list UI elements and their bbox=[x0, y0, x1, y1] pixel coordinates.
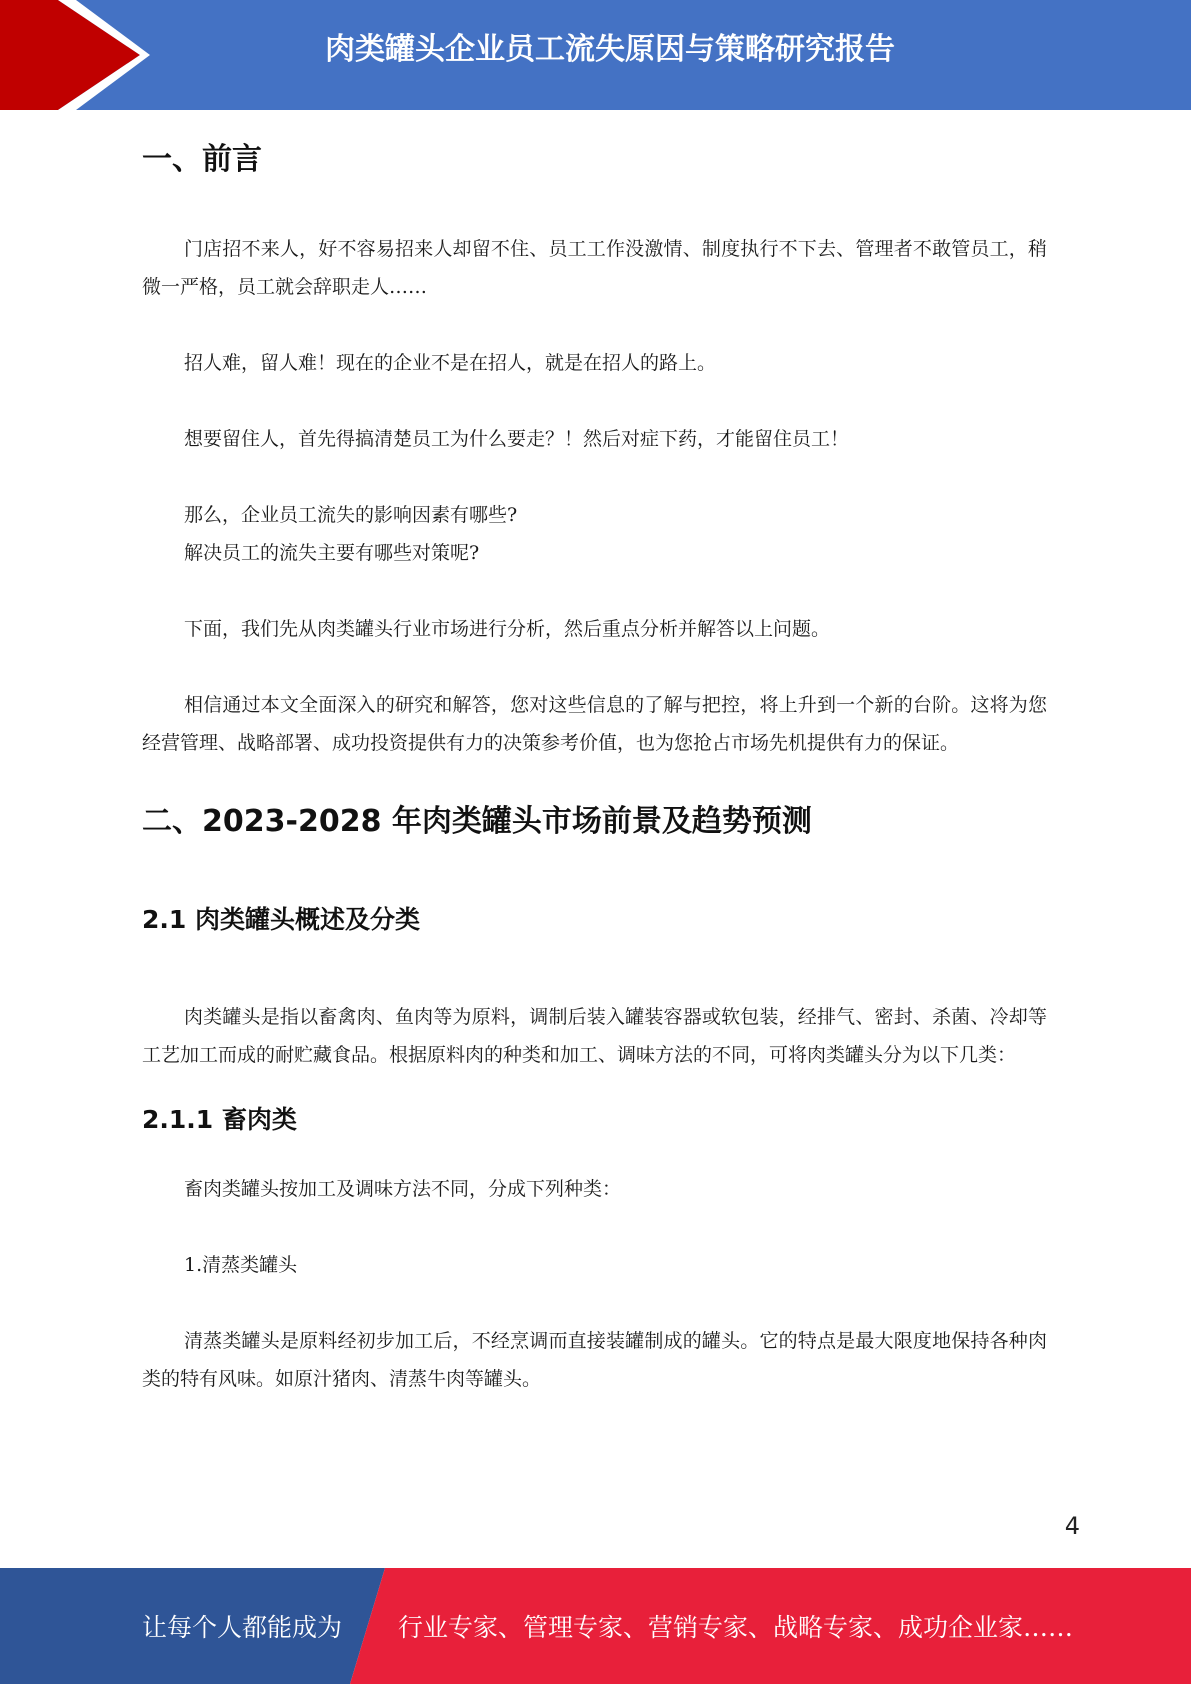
paragraph: 下面，我们先从肉类罐头行业市场进行分析，然后重点分析并解答以上问题。 bbox=[184, 618, 831, 640]
page-header-band bbox=[0, 0, 1191, 110]
paragraph: 畜肉类罐头按加工及调味方法不同，分成下列种类： bbox=[184, 1178, 622, 1200]
paragraph: 解决员工的流失主要有哪些对策呢? bbox=[184, 542, 480, 564]
report-title: 肉类罐头企业员工流失原因与策略研究报告 bbox=[325, 32, 895, 67]
paragraph: 门店招不来人，好不容易招来人却留不住、员工工作没激情、制度执行不下去、管理者不敢管员工，稍微一严格，员工就会辞职走人…… bbox=[142, 238, 1047, 298]
subsection-2-1-1-heading: 2.1.1 畜肉类 bbox=[142, 1105, 297, 1134]
page-number: 4 bbox=[1064, 1512, 1080, 1540]
paragraph: 相信通过本文全面深入的研究和解答，您对这些信息的了解与把控，将上升到一个新的台阶。这将为您经营管理、战略部署、成功投资提供有力的决策参考价值，也为您抢占市场先机提供有力的保证。 bbox=[142, 694, 1047, 754]
page-footer-band bbox=[0, 1568, 1191, 1684]
paragraph: 那么，企业员工流失的影响因素有哪些? bbox=[184, 504, 518, 526]
subsection-2-1-heading: 2.1 肉类罐头概述及分类 bbox=[142, 905, 420, 934]
paragraph: 招人难，留人难！现在的企业不是在招人，就是在招人的路上。 bbox=[184, 352, 717, 374]
footer-slogan-left: 让每个人都能成为 bbox=[142, 1613, 343, 1642]
footer-slogan-right: 行业专家、管理专家、营销专家、战略专家、成功企业家…… bbox=[398, 1613, 1074, 1642]
document-body bbox=[142, 130, 1047, 1398]
list-item-heading: 1.清蒸类罐头 bbox=[184, 1254, 298, 1276]
paragraph: 清蒸类罐头是原料经初步加工后，不经烹调而直接装罐制成的罐头。它的特点是最大限度地保持各种肉类的特有风味。如原汁猪肉、清蒸牛肉等罐头。 bbox=[142, 1330, 1047, 1390]
section-2-heading: 二、2023-2028 年肉类罐头市场前景及趋势预测 bbox=[142, 804, 812, 839]
paragraph: 想要留住人，首先得搞清楚员工为什么要走？！然后对症下药，才能留住员工！ bbox=[184, 428, 850, 450]
section-1-heading: 一、前言 bbox=[142, 142, 262, 177]
paragraph: 肉类罐头是指以畜禽肉、鱼肉等为原料，调制后装入罐装容器或软包装，经排气、密封、杀菌、冷却等工艺加工而成的耐贮藏食品。根据原料肉的种类和加工、调味方法的不同，可将肉类罐头分为以下几类： bbox=[142, 1006, 1047, 1066]
